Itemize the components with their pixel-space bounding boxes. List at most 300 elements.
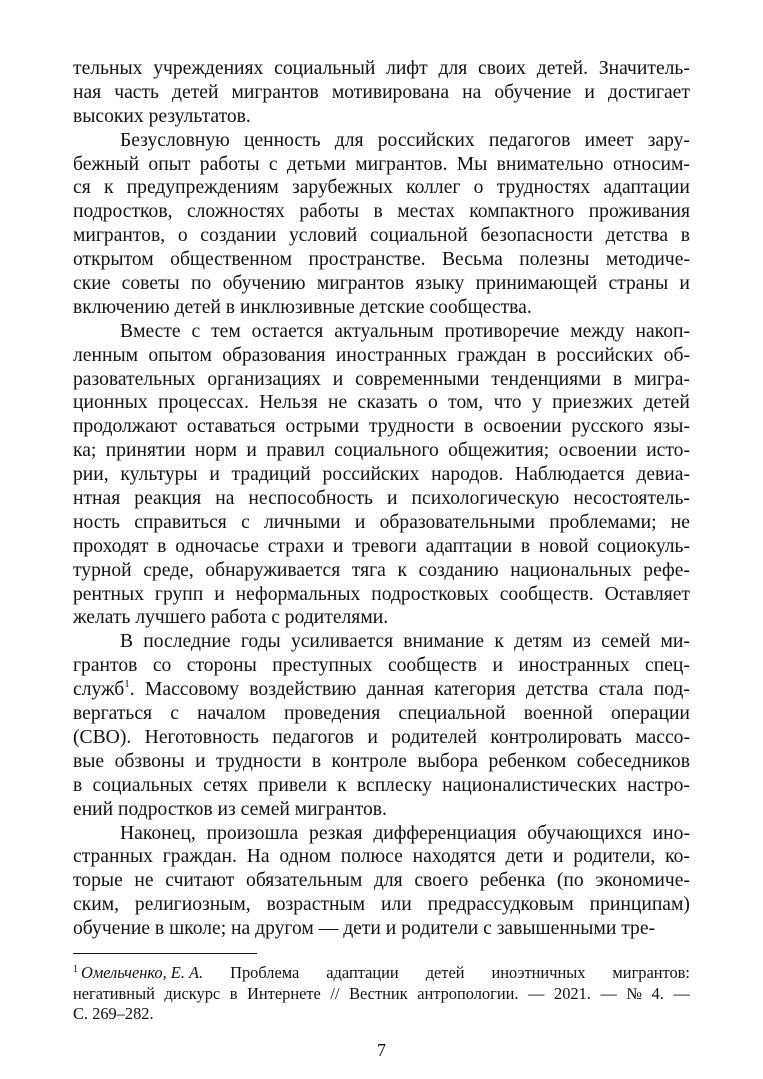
word: ность [73, 511, 120, 533]
text-line [73, 129, 690, 153]
word: общественном [170, 249, 293, 271]
text-line [73, 391, 690, 415]
word: ка; [73, 440, 97, 462]
word: язы- [653, 416, 690, 438]
footnote-marker: 1 [73, 964, 78, 975]
word: принимающей [475, 273, 598, 295]
word: опыт [148, 153, 191, 175]
word: предрассудковым [427, 894, 574, 916]
word: и [214, 583, 225, 605]
word: в [311, 750, 322, 772]
word: — [600, 983, 617, 1003]
word: сетях [203, 774, 248, 796]
word: мигрантов. [355, 153, 448, 175]
word: предупреждениям [126, 177, 279, 199]
text-line [73, 822, 690, 846]
word: антропологии. [417, 983, 519, 1003]
word: в [373, 201, 383, 223]
word: ная [73, 81, 102, 103]
word: социокуль- [597, 535, 690, 557]
word: общежития; [448, 440, 550, 462]
word: в [464, 416, 474, 438]
text-line [73, 368, 690, 392]
word: нтная [73, 488, 121, 510]
text-line [73, 176, 690, 200]
word: разовательных [73, 368, 196, 390]
word: 2021. [554, 983, 591, 1003]
word: в [520, 535, 531, 557]
word: и [387, 488, 398, 510]
word: неспособность [248, 488, 373, 510]
word: стала [598, 679, 644, 701]
word: детства [525, 679, 589, 701]
word: проблемами; [549, 511, 657, 533]
word: массо- [635, 726, 690, 748]
word: вергаться [73, 703, 153, 725]
paragraph [73, 630, 690, 821]
word: ино- [652, 822, 690, 844]
text-line [73, 869, 690, 893]
word: русского [571, 416, 644, 438]
word: коллег [406, 177, 461, 199]
word: острыми [285, 416, 360, 438]
word: контроле [331, 750, 407, 772]
word: иностранных [335, 344, 448, 366]
word: ребенка [479, 870, 546, 892]
word: мигрантов [316, 273, 405, 295]
word: Вместе [120, 320, 181, 342]
text-line [73, 248, 690, 272]
text-line [73, 750, 690, 774]
word: создании [200, 225, 277, 247]
word: норм [194, 440, 238, 462]
text-line [73, 200, 690, 224]
word: с [268, 153, 278, 175]
word: ским, [73, 894, 119, 916]
word: мигрантов [231, 81, 319, 103]
word: из [572, 631, 591, 653]
word: оставаться [186, 416, 276, 438]
text-line [73, 535, 690, 559]
word: созданию [418, 559, 499, 581]
word: трудностях [496, 177, 591, 199]
word: грантов [73, 655, 138, 677]
word: культуры [120, 464, 198, 486]
word: стороны [186, 655, 257, 677]
word: обучению [222, 273, 306, 295]
word: принятии [105, 440, 186, 462]
text-line [73, 57, 690, 81]
word: приезжих [552, 392, 634, 414]
text-line [73, 893, 690, 917]
word: Мы [456, 153, 488, 175]
paragraph [73, 57, 690, 129]
word: Значитель- [598, 58, 690, 79]
word: проведения [283, 703, 381, 725]
word: среде, [143, 559, 194, 581]
page-number: 7 [377, 1040, 386, 1060]
word: сказать [357, 392, 418, 414]
word: рентных [73, 583, 144, 605]
word: и [492, 655, 503, 677]
word: и [679, 273, 690, 295]
word: Безусловную [120, 129, 230, 151]
word: ценность [243, 129, 321, 151]
word: внимательно [496, 153, 604, 175]
word: рефе- [643, 559, 690, 581]
word: служб$^1$. [73, 678, 135, 701]
footnote-line: С. 269–282. [73, 1004, 154, 1023]
text-line [73, 559, 690, 583]
word: № [626, 983, 643, 1003]
word: Неготовность [144, 726, 259, 748]
text-line [73, 774, 690, 798]
word: о [177, 225, 188, 247]
word: экономиче- [595, 870, 690, 892]
word: несостоятель- [573, 488, 690, 510]
word: или [381, 894, 412, 916]
word: зарубежных [291, 177, 393, 199]
word: (СВО). [73, 726, 132, 748]
word: ко- [665, 846, 690, 868]
word: дифференциация [373, 822, 517, 844]
word: Наблюдается [515, 464, 625, 486]
word: и [367, 726, 378, 748]
word: мигра- [634, 368, 690, 390]
word: мотивирована [331, 81, 450, 103]
word: полюсе [340, 846, 403, 868]
word: детей [172, 81, 219, 103]
word: своего [414, 870, 469, 892]
word: часть [114, 81, 159, 103]
word: достигает [607, 81, 690, 103]
footnote-reference[interactable]: 1 [124, 678, 130, 691]
word: и [209, 464, 220, 486]
word: сообществ [387, 655, 477, 677]
text-line [73, 272, 690, 296]
word: 4. [651, 983, 664, 1003]
word: Вестник [349, 983, 408, 1003]
word: в [536, 344, 547, 366]
footnote-author: Омельченко, Е. А. [81, 963, 204, 982]
word: опытом [148, 344, 212, 366]
text-line [73, 583, 690, 607]
word: резкая [309, 822, 363, 844]
word: настро- [627, 774, 690, 796]
text-line: высоких результатов. [73, 105, 251, 127]
word: российских [322, 464, 420, 486]
word: мигрантов: [612, 963, 690, 982]
word: проходят [73, 535, 149, 557]
word: детей [425, 963, 465, 982]
paragraph [73, 129, 690, 320]
word: ми- [660, 631, 690, 653]
word: выбора [417, 750, 479, 772]
word: тельных [73, 58, 143, 79]
word: социальный [274, 58, 376, 79]
word: относим- [612, 153, 690, 175]
word: тенденциями [491, 368, 602, 390]
text-line [73, 415, 690, 439]
word: Интернете [247, 983, 321, 1003]
word: современными [355, 368, 480, 390]
word: с [241, 511, 250, 533]
text-line [73, 344, 690, 368]
word: об- [663, 344, 690, 366]
word: тяга [351, 559, 386, 581]
word: специальной [398, 703, 506, 725]
word: граждан. [162, 846, 237, 868]
word: сообществ. [499, 583, 594, 605]
word: страхи [267, 535, 325, 557]
word: неформальных [235, 583, 361, 605]
text-line [73, 224, 690, 248]
word: имеет [584, 129, 634, 151]
word: остается [251, 320, 324, 342]
word: // [330, 983, 340, 1003]
word: обнаруживается [205, 559, 341, 581]
text-line [73, 678, 690, 702]
footnote [73, 963, 690, 1025]
word: усиливается [290, 631, 394, 653]
word: обучение [494, 81, 572, 103]
word: и [354, 511, 366, 533]
word: методиче- [605, 249, 690, 271]
word: и [332, 535, 344, 557]
word: военной [523, 703, 593, 725]
word: у [531, 392, 542, 414]
word: народов. [431, 464, 504, 486]
word: иноэтничных [491, 963, 586, 982]
word: подростков, [73, 201, 173, 223]
word: преступных [272, 655, 373, 677]
word: противоречие [444, 320, 560, 342]
word: детьми [286, 153, 346, 175]
word: сложностях [186, 201, 285, 223]
word: зару- [647, 129, 690, 151]
word: граждан [457, 344, 527, 366]
word: тем [211, 320, 241, 342]
text-line [73, 702, 690, 726]
word: категория [434, 679, 516, 701]
word: Оставляет [604, 583, 690, 605]
word: находятся [412, 846, 496, 868]
word: считают [165, 870, 235, 892]
word: — [528, 983, 545, 1003]
word: на [462, 81, 482, 103]
text-line [73, 81, 690, 105]
word: ские [73, 273, 111, 295]
word: одночасье [175, 535, 260, 557]
word: адаптации [326, 963, 399, 982]
word: рии, [73, 464, 109, 486]
word: и [553, 846, 564, 868]
word: местах [397, 201, 455, 223]
word: процессах. [158, 392, 249, 414]
word: продолжают [73, 416, 177, 438]
word: не [134, 870, 154, 892]
word: данная [366, 679, 425, 701]
word: о [427, 392, 438, 414]
word: девиа- [636, 464, 690, 486]
word: родители, [573, 846, 656, 868]
word: В [120, 631, 134, 653]
word: обучающихся [527, 822, 642, 844]
word: исто- [646, 440, 690, 462]
word: педагогов [488, 129, 571, 151]
word: детей [643, 392, 690, 414]
body-text [73, 57, 690, 941]
paragraph [73, 320, 690, 631]
word: религиозным, [134, 894, 251, 916]
text-line: обучение в школе; на другом — дети и родители с завышенными тре- [73, 918, 656, 940]
word: социальной [369, 225, 468, 247]
text-line [73, 463, 690, 487]
word: советы [121, 273, 180, 295]
word: работы [199, 153, 260, 175]
word: дискурс [164, 983, 221, 1003]
word: к [103, 177, 114, 199]
word: воздействию [249, 679, 357, 701]
word: российских [556, 344, 654, 366]
word: и [584, 81, 595, 103]
word: в [612, 368, 623, 390]
word: операции [610, 703, 690, 725]
word: ребенком [488, 750, 567, 772]
word: семей [601, 631, 651, 653]
word: образования [222, 344, 326, 366]
footnote-line [73, 963, 690, 984]
word: не [327, 392, 348, 414]
word: — [673, 983, 690, 1003]
word: лифт [386, 58, 428, 79]
word: детей. [536, 58, 589, 79]
word: одном [279, 846, 331, 868]
word: в [680, 225, 690, 247]
text-line [73, 845, 690, 869]
word: Проблема [230, 963, 300, 982]
word: (по [556, 870, 584, 892]
word: ся [73, 177, 91, 199]
word: освоении [483, 416, 562, 438]
word: трудности [216, 750, 302, 772]
word: педагогов [272, 726, 354, 748]
word: детства [605, 225, 669, 247]
word: пространстве. [308, 249, 426, 271]
word: негативный [73, 983, 155, 1003]
text-line [73, 511, 690, 535]
word: безопасности [480, 225, 593, 247]
word: накоп- [635, 320, 690, 342]
word: языку [415, 273, 465, 295]
word: мигрантов, [73, 225, 166, 247]
word: началом [197, 703, 266, 725]
word: условий [288, 225, 358, 247]
word: годы [240, 631, 281, 653]
text-line [73, 726, 690, 750]
word: открытом [73, 249, 154, 271]
word: Нельзя [259, 392, 318, 414]
word: вые [73, 750, 105, 772]
word: групп [154, 583, 204, 605]
word: принципам) [589, 894, 690, 916]
word: реакция [134, 488, 202, 510]
word: торые [73, 870, 123, 892]
word: справиться [134, 511, 227, 533]
word: к [337, 774, 347, 796]
text-line [73, 630, 690, 654]
text-line [73, 439, 690, 463]
word: для [438, 58, 468, 79]
word: всплеску [356, 774, 432, 796]
word: детям [514, 631, 563, 653]
word: ленным [73, 344, 139, 366]
word: националистических [442, 774, 617, 796]
text-line: желать лучшего работа с родителями. [73, 607, 389, 629]
word: в [157, 535, 167, 557]
word: компактного [469, 201, 575, 223]
word: адаптации [425, 535, 513, 557]
word: дети [505, 846, 544, 868]
word: что [493, 392, 522, 414]
word: страны [608, 273, 669, 295]
word: трудности [368, 416, 455, 438]
word: актуальным [334, 320, 434, 342]
word: к [494, 631, 504, 653]
word: личными [264, 511, 341, 533]
word: с [191, 320, 201, 342]
word: адаптации [603, 177, 690, 199]
word: новой [538, 535, 589, 557]
word: к [397, 559, 407, 581]
word: странных [73, 846, 153, 868]
word: подростковых [371, 583, 489, 605]
word: психологическую [411, 488, 560, 510]
word: освоении [558, 440, 637, 462]
word: проживания [588, 201, 690, 223]
text-line [73, 487, 690, 511]
word: ционных [73, 392, 148, 414]
word: российских [377, 129, 475, 151]
footnote-lead [73, 963, 203, 984]
word: для [334, 129, 364, 151]
word: последние [143, 631, 231, 653]
word: со [152, 655, 172, 677]
word: социального [334, 440, 439, 462]
word: не [670, 511, 690, 533]
word: спец- [645, 655, 690, 677]
paragraph [73, 822, 690, 941]
word: Наконец, [120, 822, 196, 844]
text-line: включению детей в инклюзивные детские сообщества. [73, 296, 532, 318]
word: произошла [206, 822, 299, 844]
word: национальных [510, 559, 632, 581]
word: родителей [391, 726, 477, 748]
word: правил [266, 440, 325, 462]
word: собеседников [576, 750, 690, 772]
word: Массовому [144, 679, 239, 701]
word: о [473, 177, 484, 199]
word: контролировать [490, 726, 622, 748]
word: традиций [231, 464, 311, 486]
word: учреждениях [153, 58, 264, 79]
word: возрастным [266, 894, 366, 916]
word: обзвоны [114, 750, 185, 772]
footnote-separator [73, 953, 257, 954]
word: На [246, 846, 270, 868]
text-line: ений подростков из семей мигрантов. [73, 798, 387, 820]
word: полезны [519, 249, 590, 271]
